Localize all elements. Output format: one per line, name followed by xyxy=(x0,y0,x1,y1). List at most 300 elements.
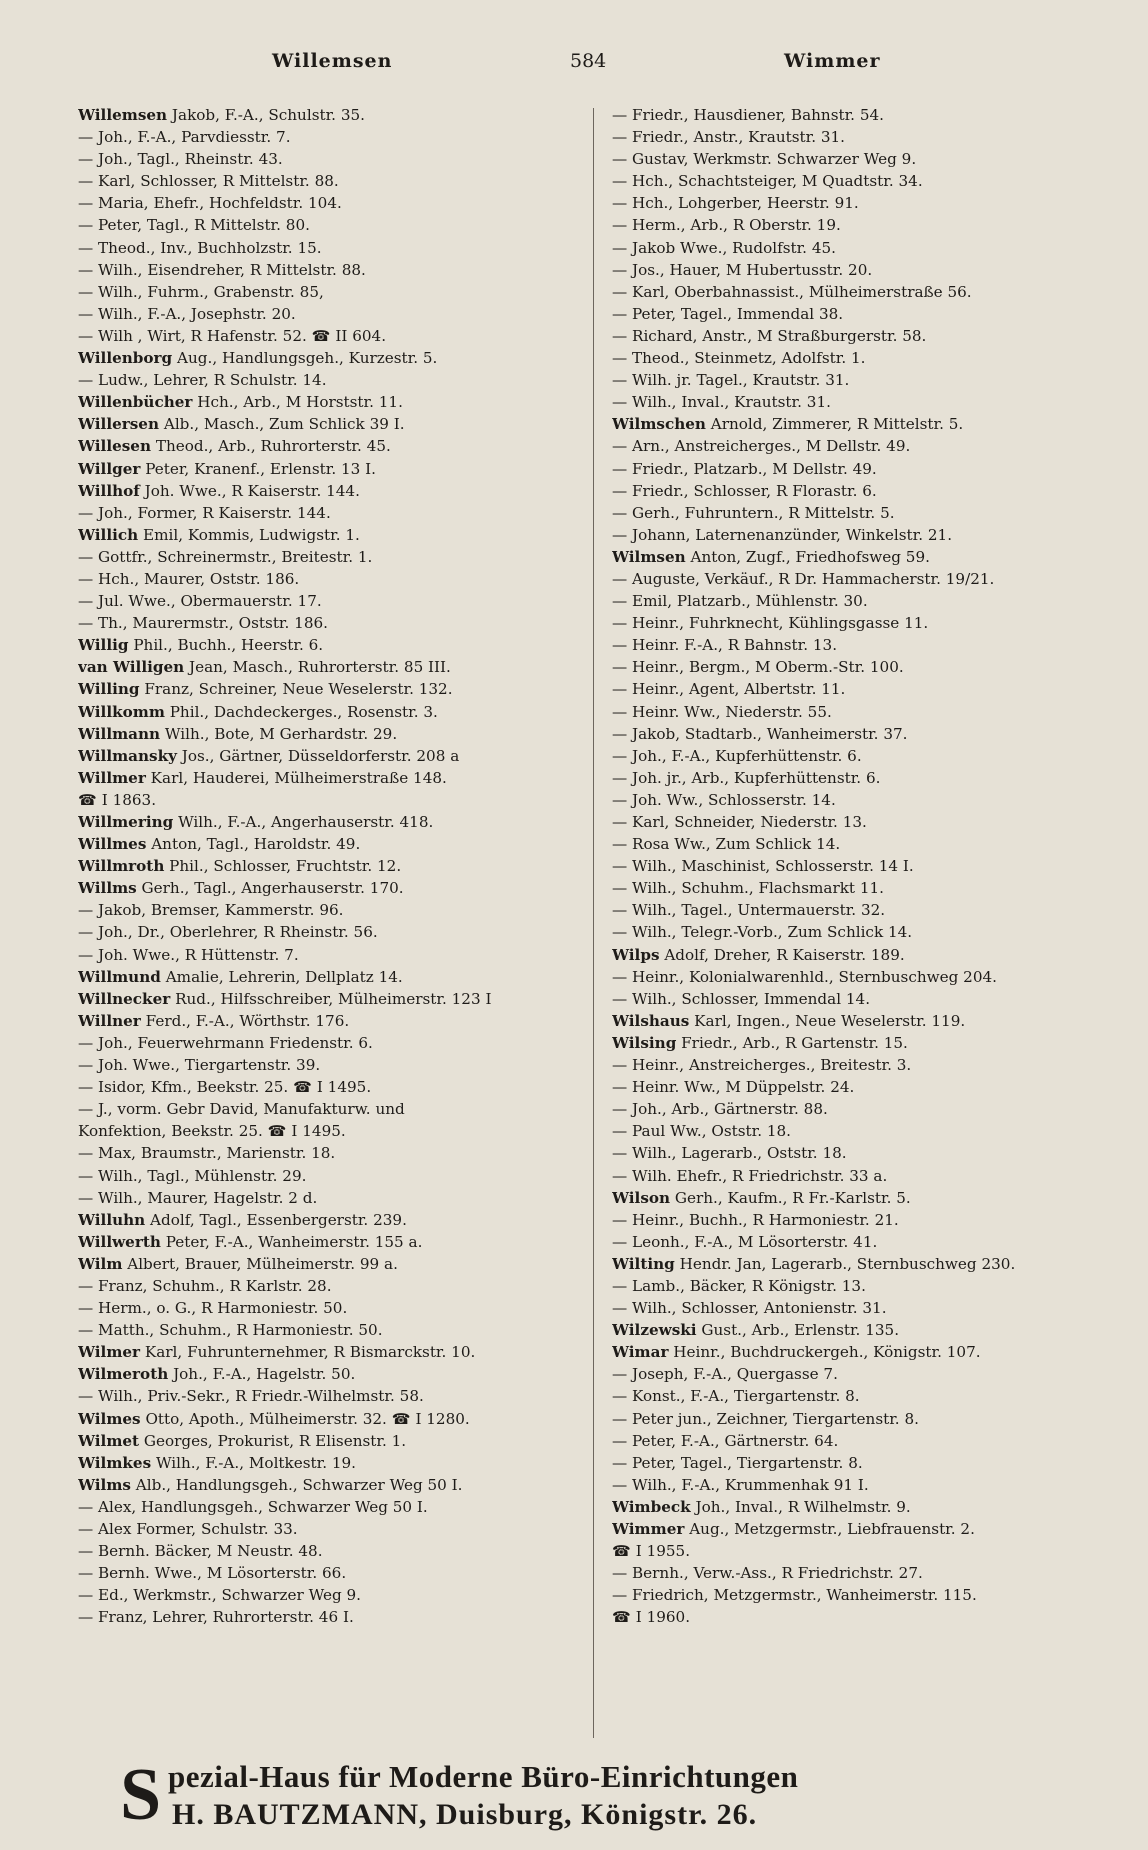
entry-details: — Joh. Wwe., R Hüttenstr. 7. xyxy=(78,945,299,964)
directory-entry xyxy=(78,568,598,590)
directory-entry xyxy=(78,1385,598,1407)
entry-details: — Karl, Oberbahnassist., Mülheimerstraße 56. xyxy=(612,282,972,301)
directory-entry xyxy=(78,1297,598,1319)
directory-entry xyxy=(78,855,598,877)
entry-details: — Isidor, Kfm., Beekstr. 25. ☎ I 1495. xyxy=(78,1078,372,1097)
directory-entry xyxy=(612,1098,1112,1120)
entry-details: — Heinr. Ww., Niederstr. 55. xyxy=(612,702,832,721)
entry-details: Jakob, F.-A., Schulstr. 35. xyxy=(167,106,365,124)
entry-details: — Jakob, Bremser, Kammerstr. 96. xyxy=(78,901,344,920)
entry-details: — Heinr. F.-A., R Bahnstr. 13. xyxy=(612,636,838,655)
directory-entry xyxy=(612,988,1112,1010)
entry-details: Phil., Schlosser, Fruchtstr. 12. xyxy=(164,857,402,876)
directory-entry xyxy=(78,1474,598,1496)
directory-entry xyxy=(78,833,598,855)
directory-entry xyxy=(78,325,598,347)
directory-entry xyxy=(612,170,1112,192)
directory-entry xyxy=(612,435,1112,457)
entry-details: — Peter, Tagel., Tiergartenstr. 8. xyxy=(612,1453,863,1472)
directory-entry xyxy=(78,458,598,480)
entry-details: Wilh., F.-A., Angerhauserstr. 418. xyxy=(173,813,434,831)
entry-details: Peter, Kranenf., Erlenstr. 13 I. xyxy=(140,459,376,478)
entry-surname: Wilson xyxy=(612,1188,671,1207)
entry-details: Emil, Kommis, Ludwigstr. 1. xyxy=(138,525,360,544)
entry-surname: Wilmes xyxy=(78,1409,141,1428)
entry-details: Aug., Metzgermstr., Liebfrauenstr. 2. xyxy=(684,1520,975,1538)
entry-details: — Wilh., Priv.-Sekr., R Friedr.-Wilhelmstr. 58. xyxy=(78,1387,424,1406)
entry-details: — Wilh., Schlosser, Antonienstr. 31. xyxy=(612,1299,887,1318)
directory-entry xyxy=(612,701,1112,723)
directory-entry xyxy=(78,1408,598,1430)
directory-entry xyxy=(612,1606,1112,1628)
entry-details: — Wilh., Telegr.-Vorb., Zum Schlick 14. xyxy=(612,923,913,942)
directory-entry xyxy=(612,678,1112,700)
directory-entry xyxy=(78,192,598,214)
entry-details: — Jos., Hauer, M Hubertusstr. 20. xyxy=(612,260,873,279)
entry-surname: Willich xyxy=(78,525,139,544)
directory-entry xyxy=(612,126,1112,148)
directory-entry xyxy=(612,568,1112,590)
directory-entry xyxy=(612,944,1112,966)
directory-entry xyxy=(612,634,1112,656)
entry-details: Albert, Brauer, Mülheimerstr. 99 a. xyxy=(122,1254,398,1273)
left-column xyxy=(78,104,598,1744)
entry-surname: Willmer xyxy=(78,768,146,787)
directory-entry xyxy=(612,214,1112,236)
directory-entry xyxy=(612,612,1112,634)
entry-details: Heinr., Buchdruckergeh., Königstr. 107. xyxy=(668,1343,981,1362)
entry-details: — Arn., Anstreicherges., M Dellstr. 49. xyxy=(612,437,911,456)
entry-surname: Wilmet xyxy=(78,1431,140,1450)
entry-details: — Joh., Tagl., Rheinstr. 43. xyxy=(78,150,283,169)
entry-details: — Richard, Anstr., M Straßburgerstr. 58. xyxy=(612,326,927,345)
entry-surname: Wimar xyxy=(612,1343,669,1362)
entry-details: — Joh., Dr., Oberlehrer, R Rheinstr. 56. xyxy=(78,923,378,942)
entry-details: Hendr. Jan, Lagerarb., Sternbuschweg 230. xyxy=(674,1254,1016,1273)
entry-details: — Gustav, Werkmstr. Schwarzer Weg 9. xyxy=(612,150,917,169)
entry-details: — Friedr., Hausdiener, Bahnstr. 54. xyxy=(612,106,884,124)
entry-details: Otto, Apoth., Mülheimerstr. 32. ☎ I 1280. xyxy=(140,1409,470,1428)
entry-details: — Heinr., Buchh., R Harmoniestr. 21. xyxy=(612,1210,899,1229)
directory-entry xyxy=(612,745,1112,767)
directory-entry xyxy=(78,546,598,568)
entry-details: Phil., Buchh., Heerstr. 6. xyxy=(128,636,324,655)
entry-surname: Willig xyxy=(78,636,129,655)
entry-surname: Willms xyxy=(78,879,137,898)
directory-entry xyxy=(78,811,598,833)
entry-details: — Wilh., Inval., Krautstr. 31. xyxy=(612,393,831,412)
entry-details: Adolf, Tagl., Essenbergerstr. 239. xyxy=(145,1210,407,1229)
directory-entry xyxy=(78,1518,598,1540)
entry-details: Phil., Dachdeckerges., Rosenstr. 3. xyxy=(164,702,438,721)
entry-details: — Alex, Handlungsgeh., Schwarzer Weg 50 I. xyxy=(78,1497,428,1516)
entry-details: — Peter, Tagl., R Mittelstr. 80. xyxy=(78,216,310,235)
entry-details: — Ed., Werkmstr., Schwarzer Weg 9. xyxy=(78,1586,361,1605)
directory-entry xyxy=(78,899,598,921)
entry-details: — Heinr. Ww., M Düppelstr. 24. xyxy=(612,1078,855,1097)
directory-entry xyxy=(612,899,1112,921)
entry-details: Jos., Gärtner, Düsseldorferstr. 208 a xyxy=(176,746,460,765)
directory-entry xyxy=(78,767,598,789)
directory-entry xyxy=(612,1209,1112,1231)
directory-entry xyxy=(78,789,598,811)
entry-details: — Friedr., Platzarb., M Dellstr. 49. xyxy=(612,459,877,478)
directory-entry xyxy=(78,1319,598,1341)
entry-details: — Wilh., Eisendreher, R Mittelstr. 88. xyxy=(78,260,366,279)
directory-entry xyxy=(78,435,598,457)
directory-entry xyxy=(78,104,598,126)
entry-details: ☎ I 1960. xyxy=(612,1608,691,1627)
directory-entry xyxy=(78,723,598,745)
entry-details: Hch., Arb., M Horststr. 11. xyxy=(192,393,403,412)
entry-surname: Wilmeroth xyxy=(78,1365,169,1384)
entry-details: — Heinr., Agent, Albertstr. 11. xyxy=(612,680,846,699)
header-last-name: Wimmer xyxy=(784,50,881,72)
entry-details: Wilh., F.-A., Moltkestr. 19. xyxy=(151,1453,357,1472)
entry-surname: Wilm xyxy=(78,1254,123,1273)
entry-surname: Wilmkes xyxy=(78,1453,152,1472)
entry-details: — Joh. jr., Arb., Kupferhüttenstr. 6. xyxy=(612,768,881,787)
entry-surname: Wimbeck xyxy=(612,1497,691,1516)
directory-entry xyxy=(78,877,598,899)
entry-details: — Joh., F.-A., Kupferhüttenstr. 6. xyxy=(612,746,862,765)
entry-details: — Wilh., Maurer, Hagelstr. 2 d. xyxy=(78,1188,318,1207)
entry-surname: Willemsen xyxy=(78,106,168,124)
directory-entry xyxy=(612,1363,1112,1385)
entry-details: — Hch., Lohgerber, Heerstr. 91. xyxy=(612,194,859,213)
directory-entry xyxy=(612,1430,1112,1452)
entry-details: — Heinr., Fuhrknecht, Kühlingsgasse 11. xyxy=(612,614,929,633)
entry-details: — Bernh. Bäcker, M Neustr. 48. xyxy=(78,1542,323,1561)
directory-entry xyxy=(612,480,1112,502)
directory-entry xyxy=(78,612,598,634)
directory-entry xyxy=(78,1496,598,1518)
entry-surname: Willner xyxy=(78,1011,141,1030)
directory-entry xyxy=(78,921,598,943)
entry-details: — Wilh. jr. Tagel., Krautstr. 31. xyxy=(612,371,850,390)
directory-entry xyxy=(612,1584,1112,1606)
directory-entry xyxy=(612,259,1112,281)
entry-details: — Hch., Maurer, Oststr. 186. xyxy=(78,569,300,588)
directory-entry xyxy=(78,1231,598,1253)
entry-details: — Rosa Ww., Zum Schlick 14. xyxy=(612,835,841,854)
directory-entry xyxy=(78,745,598,767)
entry-details: Aug., Handlungsgeh., Kurzestr. 5. xyxy=(172,349,438,368)
column-divider xyxy=(593,108,594,1738)
entry-details: — Peter jun., Zeichner, Tiergartenstr. 8. xyxy=(612,1409,919,1428)
directory-entry xyxy=(612,391,1112,413)
entry-surname: Willnecker xyxy=(78,989,171,1008)
directory-entry xyxy=(78,1010,598,1032)
directory-entry xyxy=(78,944,598,966)
entry-details: — Joh., F.-A., Parvdiesstr. 7. xyxy=(78,128,291,147)
entry-details: ☎ I 1955. xyxy=(612,1542,691,1561)
entry-details: — Friedrich, Metzgermstr., Wanheimerstr. 115. xyxy=(612,1586,977,1605)
directory-entry xyxy=(612,1518,1112,1540)
directory-entry xyxy=(78,1562,598,1584)
entry-details: — Konst., F.-A., Tiergartenstr. 8. xyxy=(612,1387,860,1406)
directory-entry xyxy=(78,1098,598,1120)
directory-entry xyxy=(612,789,1112,811)
directory-entry xyxy=(612,1540,1112,1562)
directory-entry xyxy=(78,1606,598,1628)
directory-entry xyxy=(78,237,598,259)
directory-entry xyxy=(612,524,1112,546)
directory-entry xyxy=(612,1408,1112,1430)
directory-entry xyxy=(612,1562,1112,1584)
entry-surname: Wilzewski xyxy=(612,1321,697,1340)
entry-surname: Willhof xyxy=(78,481,140,500)
directory-entry xyxy=(612,1054,1112,1076)
entry-surname: Willmansky xyxy=(78,746,177,765)
directory-entry xyxy=(78,480,598,502)
entry-surname: Willing xyxy=(78,680,140,699)
entry-details: Friedr., Arb., R Gartenstr. 15. xyxy=(676,1033,908,1052)
directory-entry xyxy=(612,1165,1112,1187)
directory-entry xyxy=(78,656,598,678)
entry-surname: Wilmsen xyxy=(612,547,686,566)
directory-entry xyxy=(78,391,598,413)
entry-surname: Willger xyxy=(78,459,141,478)
entry-details: Alb., Masch., Zum Schlick 39 I. xyxy=(159,415,405,434)
entry-details: — Heinr., Kolonialwarenhld., Sternbuschweg 204. xyxy=(612,967,997,986)
entry-details: Jean, Masch., Ruhrorterstr. 85 III. xyxy=(184,658,451,677)
directory-entry xyxy=(78,1032,598,1054)
entry-details: — Wilh., F.-A., Josephstr. 20. xyxy=(78,304,296,323)
entry-details: Adolf, Dreher, R Kaiserstr. 189. xyxy=(659,945,905,964)
right-column xyxy=(612,104,1112,1744)
entry-details: — Wilh., Schlosser, Immendal 14. xyxy=(612,989,871,1008)
entry-details: — Ludw., Lehrer, R Schulstr. 14. xyxy=(78,371,327,390)
entry-details: Franz, Schreiner, Neue Weselerstr. 132. xyxy=(139,680,453,699)
entry-details: — Bernh., Verw.-Ass., R Friedrichstr. 27. xyxy=(612,1564,923,1583)
directory-entry xyxy=(612,1076,1112,1098)
directory-entry xyxy=(78,148,598,170)
directory-entry xyxy=(612,303,1112,325)
directory-entry xyxy=(78,524,598,546)
entry-details: — Johann, Laternenanzünder, Winkelstr. 21. xyxy=(612,525,953,544)
entry-details: — Joh., Feuerwehrmann Friedenstr. 6. xyxy=(78,1033,373,1052)
entry-details: Gerh., Tagl., Angerhauserstr. 170. xyxy=(136,879,404,898)
advertisement-footer xyxy=(120,1756,1080,1836)
entry-details: — Gerh., Fuhruntern., R Mittelstr. 5. xyxy=(612,503,895,522)
directory-entry xyxy=(612,1496,1112,1518)
entry-surname: Willersen xyxy=(78,415,160,434)
entry-details: Wilh., Bote, M Gerhardstr. 29. xyxy=(160,724,398,743)
directory-entry xyxy=(78,590,598,612)
directory-entry xyxy=(612,1319,1112,1341)
entry-details: Karl, Hauderei, Mülheimerstraße 148. xyxy=(145,768,447,787)
entry-details: — Emil, Platzarb., Mühlenstr. 30. xyxy=(612,592,868,611)
entry-details: — Franz, Lehrer, Ruhrorterstr. 46 I. xyxy=(78,1608,354,1627)
directory-entry xyxy=(78,1584,598,1606)
directory-entry xyxy=(78,1120,598,1142)
entry-details: — Jakob Wwe., Rudolfstr. 45. xyxy=(612,238,836,257)
entry-surname: Willwerth xyxy=(78,1232,161,1251)
directory-entry xyxy=(612,148,1112,170)
directory-entry xyxy=(78,1253,598,1275)
directory-entry xyxy=(612,413,1112,435)
entry-details: — Wilh., Tagl., Mühlenstr. 29. xyxy=(78,1166,307,1185)
entry-surname: Willkomm xyxy=(78,702,165,721)
entry-details: Arnold, Zimmerer, R Mittelstr. 5. xyxy=(705,415,964,434)
entry-details: — Friedr., Anstr., Krautstr. 31. xyxy=(612,128,846,147)
directory-entry xyxy=(78,303,598,325)
directory-entry xyxy=(612,104,1112,126)
entry-details: — Joh. Ww., Schlosserstr. 14. xyxy=(612,790,836,809)
header-first-name: Willemsen xyxy=(272,50,393,72)
entry-details: ☎ I 1863. xyxy=(78,790,157,809)
directory-entry xyxy=(78,678,598,700)
entry-details: Joh., Inval., R Wilhelmstr. 9. xyxy=(690,1497,911,1516)
entry-details: — Friedr., Schlosser, R Florastr. 6. xyxy=(612,481,877,500)
page-number: 584 xyxy=(570,50,607,72)
entry-surname: Willesen xyxy=(78,437,152,456)
entry-details: — Theod., Steinmetz, Adolfstr. 1. xyxy=(612,349,866,368)
entry-details: Rud., Hilfsschreiber, Mülheimerstr. 123 I xyxy=(170,989,492,1008)
directory-entry xyxy=(612,1032,1112,1054)
entry-details: — Wilh., Fuhrm., Grabenstr. 85, xyxy=(78,282,324,301)
entry-details: — Herm., Arb., R Oberstr. 19. xyxy=(612,216,841,235)
entry-details: Gust., Arb., Erlenstr. 135. xyxy=(696,1321,900,1340)
entry-details: Georges, Prokurist, R Elisenstr. 1. xyxy=(139,1431,407,1450)
directory-entry xyxy=(612,811,1112,833)
directory-entry xyxy=(612,1142,1112,1164)
entry-details: — Paul Ww., Oststr. 18. xyxy=(612,1122,792,1141)
directory-entry xyxy=(612,369,1112,391)
entry-details: — Karl, Schlosser, R Mittelstr. 88. xyxy=(78,172,339,191)
directory-entry xyxy=(612,1187,1112,1209)
entry-surname: van Willigen xyxy=(78,658,185,677)
entry-details: — Auguste, Verkäuf., R Dr. Hammacherstr. 19/21. xyxy=(612,569,995,588)
directory-entry xyxy=(612,590,1112,612)
directory-entry xyxy=(612,325,1112,347)
entry-details: Joh. Wwe., R Kaiserstr. 144. xyxy=(139,481,360,500)
directory-entry xyxy=(612,1231,1112,1253)
directory-entry xyxy=(78,701,598,723)
entry-details: — Wilh., Maschinist, Schlosserstr. 14 I. xyxy=(612,857,914,876)
entry-details: Amalie, Lehrerin, Dellplatz 14. xyxy=(160,967,403,986)
entry-details: — Gottfr., Schreinermstr., Breitestr. 1. xyxy=(78,547,373,566)
entry-details: — Wilh., Schuhm., Flachsmarkt 11. xyxy=(612,879,885,898)
entry-details: — Theod., Inv., Buchholzstr. 15. xyxy=(78,238,322,257)
directory-entry xyxy=(612,546,1112,568)
directory-entry xyxy=(78,413,598,435)
directory-entry xyxy=(612,1297,1112,1319)
directory-entry xyxy=(78,170,598,192)
entry-details: Anton, Tagl., Haroldstr. 49. xyxy=(146,835,361,854)
entry-details: Alb., Handlungsgeh., Schwarzer Weg 50 I. xyxy=(130,1475,463,1494)
directory-entry xyxy=(612,833,1112,855)
entry-details: — Joh., Former, R Kaiserstr. 144. xyxy=(78,503,331,522)
directory-entry xyxy=(612,877,1112,899)
directory-entry xyxy=(78,214,598,236)
entry-details: — Wilh. Ehefr., R Friedrichstr. 33 a. xyxy=(612,1166,888,1185)
directory-entry xyxy=(78,369,598,391)
ad-line-2: H. BAUTZMANN, Duisburg, Königstr. 26. xyxy=(172,1798,758,1831)
page-header xyxy=(0,50,1148,90)
entry-details: — Franz, Schuhm., R Karlstr. 28. xyxy=(78,1276,332,1295)
entry-surname: Willmund xyxy=(78,967,161,986)
entry-surname: Wimmer xyxy=(612,1520,685,1538)
entry-details: — Th., Maurermstr., Oststr. 186. xyxy=(78,614,328,633)
directory-entry xyxy=(78,1165,598,1187)
entry-details: — Alex Former, Schulstr. 33. xyxy=(78,1520,298,1538)
entry-details: — Jul. Wwe., Obermauerstr. 17. xyxy=(78,592,322,611)
directory-entry xyxy=(78,1142,598,1164)
directory-entry xyxy=(612,192,1112,214)
directory-entry xyxy=(78,281,598,303)
directory-entry xyxy=(78,966,598,988)
entry-details: — Wilh., Tagel., Untermauerstr. 32. xyxy=(612,901,886,920)
entry-details: — Bernh. Wwe., M Lösorterstr. 66. xyxy=(78,1564,347,1583)
entry-details: Ferd., F.-A., Wörthstr. 176. xyxy=(140,1011,350,1030)
directory-entry xyxy=(612,966,1112,988)
directory-entry xyxy=(612,723,1112,745)
entry-details: — Maria, Ehefr., Hochfeldstr. 104. xyxy=(78,194,342,213)
directory-entry xyxy=(78,634,598,656)
entry-details: — Max, Braumstr., Marienstr. 18. xyxy=(78,1144,336,1163)
entry-details: — Wilh., Lagerarb., Oststr. 18. xyxy=(612,1144,847,1163)
directory-entry xyxy=(78,1076,598,1098)
directory-entry xyxy=(78,347,598,369)
entry-details: — J., vorm. Gebr David, Manufakturw. und xyxy=(78,1100,405,1119)
entry-details: — Herm., o. G., R Harmoniestr. 50. xyxy=(78,1299,348,1318)
entry-details: Joh., F.-A., Hagelstr. 50. xyxy=(168,1365,356,1384)
entry-details: — Hch., Schachtsteiger, M Quadtstr. 34. xyxy=(612,172,923,191)
entry-surname: Willmering xyxy=(78,813,174,831)
directory-entry xyxy=(612,656,1112,678)
directory-entry xyxy=(78,988,598,1010)
directory-entry xyxy=(612,1253,1112,1275)
entry-details: — Jakob, Stadtarb., Wanheimerstr. 37. xyxy=(612,724,908,743)
entry-surname: Willenbücher xyxy=(78,393,193,412)
directory-entry xyxy=(78,1540,598,1562)
directory-entry xyxy=(612,767,1112,789)
ad-initial-letter: S xyxy=(120,1754,162,1836)
ad-line-1: pezial-Haus für Moderne Büro-Einrichtungen xyxy=(168,1759,799,1794)
directory-entry xyxy=(78,1363,598,1385)
directory-entry xyxy=(612,855,1112,877)
entry-surname: Wilsing xyxy=(612,1033,677,1052)
entry-details: — Lamb., Bäcker, R Königstr. 13. xyxy=(612,1276,866,1295)
directory-entry xyxy=(612,1385,1112,1407)
entry-surname: Wilmschen xyxy=(612,415,706,434)
directory-entry xyxy=(612,1341,1112,1363)
entry-surname: Willmann xyxy=(78,724,161,743)
entry-details: Gerh., Kaufm., R Fr.-Karlstr. 5. xyxy=(670,1188,911,1207)
directory-entry xyxy=(78,1209,598,1231)
entry-surname: Wilms xyxy=(78,1475,131,1494)
entry-surname: Willuhn xyxy=(78,1210,146,1229)
directory-entry xyxy=(612,458,1112,480)
directory-entry xyxy=(612,502,1112,524)
entry-surname: Wilting xyxy=(612,1254,675,1273)
entry-details: Peter, F.-A., Wanheimerstr. 155 a. xyxy=(160,1232,423,1251)
directory-entry xyxy=(78,126,598,148)
entry-details: — Peter, F.-A., Gärtnerstr. 64. xyxy=(612,1431,839,1450)
directory-entry xyxy=(612,237,1112,259)
directory-entry xyxy=(612,1474,1112,1496)
directory-entry xyxy=(612,921,1112,943)
entry-details: Theod., Arb., Ruhrorterstr. 45. xyxy=(151,437,391,456)
entry-details: — Joh. Wwe., Tiergartenstr. 39. xyxy=(78,1056,321,1075)
entry-details: — Wilh., F.-A., Krummenhak 91 I. xyxy=(612,1475,869,1494)
entry-surname: Willmroth xyxy=(78,857,165,876)
directory-entry xyxy=(612,1452,1112,1474)
directory-entry xyxy=(78,1187,598,1209)
directory-entry xyxy=(612,1010,1112,1032)
